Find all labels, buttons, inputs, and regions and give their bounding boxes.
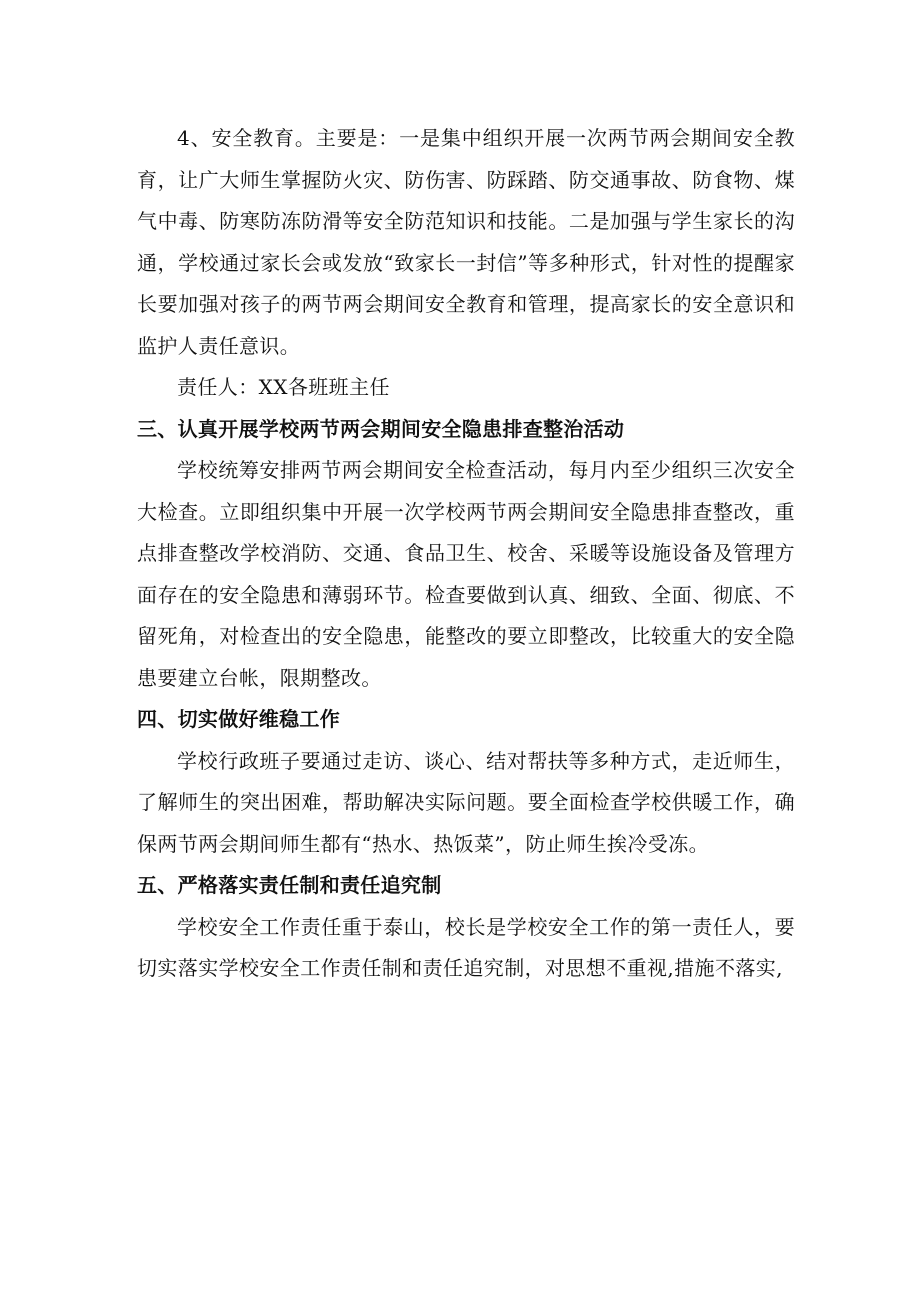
paragraph-stability-work: 学校行政班子要通过走访、谈心、结对帮扶等多种方式，走近师生，了解师生的突出困难，帮助解决实际问题。要全面检查学校供暖工作，确保两节两会期间师生都有“热水、热饭菜”，防止师生挨冷受冻。 xyxy=(137,748,795,856)
paragraph-safety-education: 4、安全教育。主要是：一是集中组织开展一次两节两会期间安全教育，让广大师生掌握防火灾、防伤害、防踩踏、防交通事故、防食物、煤气中毒、防寒防冻防滑等安全防范知识和技能。二是加强与学生家长的沟通，学校通过家长会或发放“致家长一封信”等多种形式，针对性的提醒家长要加强对孩子的两节两会期间安全教育和管理，提高家长的安全意识和监护人责任意识。 xyxy=(137,126,795,358)
section-heading-5: 五、严格落实责任制和责任追究制 xyxy=(137,873,442,897)
document-body xyxy=(137,118,795,990)
responsible-person-line: 责任人：XX各班班主任 xyxy=(177,375,390,399)
paragraph-hazard-inspection: 学校统筹安排两节两会期间安全检查活动，每月内至少组织三次安全大检查。立即组织集中开展一次学校两节两会期间安全隐患排查整改，重点排查整改学校消防、交通、食品卫生、校舍、采暖等设施设备及管理方面存在的安全隐患和薄弱环节。检查要做到认真、细致、全面、彻底、不留死角，对检查出的安全隐患，能整改的要立即整改，比较重大的安全隐患要建立台帐，限期整改。 xyxy=(137,458,795,690)
paragraph-responsibility: 学校安全工作责任重于泰山，校长是学校安全工作的第一责任人，要切实落实学校安全工作责任制和责任追究制，对思想不重视,措施不落实, xyxy=(137,914,795,980)
section-heading-3: 三、认真开展学校两节两会期间安全隐患排查整治活动 xyxy=(137,416,625,441)
section-heading-4: 四、切实做好维稳工作 xyxy=(137,707,340,731)
